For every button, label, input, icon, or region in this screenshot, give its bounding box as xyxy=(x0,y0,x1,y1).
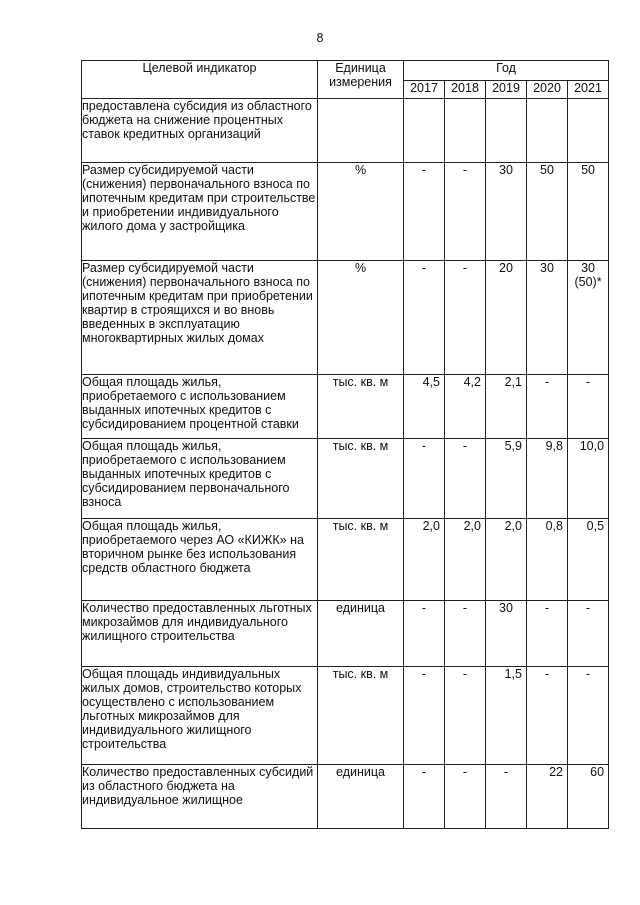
value-cell: 4,2 xyxy=(445,375,486,439)
value-cell xyxy=(445,99,486,163)
unit-cell: % xyxy=(318,261,404,375)
header-unit: Единица измерения xyxy=(318,61,404,99)
value-cell: 0,5 xyxy=(568,519,609,601)
value-cell xyxy=(568,99,609,163)
value-cell: 2,1 xyxy=(486,375,527,439)
value-cell: 1,5 xyxy=(486,667,527,765)
value-cell: - xyxy=(486,765,527,829)
unit-cell: тыс. кв. м xyxy=(318,519,404,601)
value-cell: 50 xyxy=(527,163,568,261)
value-cell: - xyxy=(445,601,486,667)
unit-cell: тыс. кв. м xyxy=(318,667,404,765)
value-cell: 9,8 xyxy=(527,439,568,519)
header-year-2018: 2018 xyxy=(445,81,486,99)
header-year-2020: 2020 xyxy=(527,81,568,99)
value-cell: - xyxy=(445,163,486,261)
value-cell: 0,8 xyxy=(527,519,568,601)
indicator-cell: Общая площадь жилья, приобретаемого с использованием выданных ипотечных кредитов с субсидированием процентной ставки xyxy=(82,375,318,439)
unit-cell: тыс. кв. м xyxy=(318,375,404,439)
table-row xyxy=(82,163,609,261)
value-cell: 22 xyxy=(527,765,568,829)
value-cell: - xyxy=(527,667,568,765)
value-cell: - xyxy=(404,261,445,375)
unit-cell: % xyxy=(318,163,404,261)
value-cell: 5,9 xyxy=(486,439,527,519)
value-cell: - xyxy=(568,667,609,765)
value-cell: - xyxy=(404,601,445,667)
unit-cell xyxy=(318,99,404,163)
header-year-2017: 2017 xyxy=(404,81,445,99)
page-number: 8 xyxy=(316,31,324,45)
unit-cell: единица xyxy=(318,601,404,667)
indicator-cell: Общая площадь жилья, приобретаемого через АО «КИЖК» на вторичном рынке без использования средств областного бюджета xyxy=(82,519,318,601)
header-year-2019: 2019 xyxy=(486,81,527,99)
value-cell: 30 xyxy=(527,261,568,375)
value-cell: - xyxy=(404,439,445,519)
value-cell: - xyxy=(445,765,486,829)
table-row xyxy=(82,375,609,439)
header-year: Год xyxy=(404,61,609,81)
indicator-cell: Общая площадь жилья, приобретаемого с использованием выданных ипотечных кредитов с субсидированием первоначального взноса xyxy=(82,439,318,519)
value-cell: - xyxy=(568,375,609,439)
table-row xyxy=(82,765,609,829)
value-cell: 30 xyxy=(486,163,527,261)
value-cell xyxy=(404,99,445,163)
value-cell: 4,5 xyxy=(404,375,445,439)
value-cell: 20 xyxy=(486,261,527,375)
indicator-cell: Общая площадь индивидуальных жилых домов, строительство которых осуществлено с использованием льготных микрозаймов для индивидуального жилищного строительства xyxy=(82,667,318,765)
value-cell: - xyxy=(527,601,568,667)
value-cell: 60 xyxy=(568,765,609,829)
value-cell: - xyxy=(404,163,445,261)
indicator-cell: предоставлена субсидия из областного бюджета на снижение процентных ставок кредитных организаций xyxy=(82,99,318,163)
value-cell: 2,0 xyxy=(486,519,527,601)
value-cell: - xyxy=(404,765,445,829)
value-cell: 2,0 xyxy=(445,519,486,601)
indicator-cell: Размер субсидируемой части (снижения) первоначального взноса по ипотечным кредитам при строительстве и приобретении индивидуального жилого дома у застройщика xyxy=(82,163,318,261)
value-cell: 30 (50)* xyxy=(568,261,609,375)
table-row xyxy=(82,439,609,519)
table-row xyxy=(82,667,609,765)
value-cell: - xyxy=(445,667,486,765)
table-row xyxy=(82,601,609,667)
value-cell xyxy=(486,99,527,163)
unit-cell: тыс. кв. м xyxy=(318,439,404,519)
value-cell: - xyxy=(568,601,609,667)
value-cell: 50 xyxy=(568,163,609,261)
indicator-cell: Количество предоставленных льготных микрозаймов для индивидуального жилищного строительства xyxy=(82,601,318,667)
value-cell: - xyxy=(445,439,486,519)
target-indicators-table xyxy=(81,60,609,829)
unit-cell: единица xyxy=(318,765,404,829)
value-cell: 2,0 xyxy=(404,519,445,601)
value-cell: 10,0 xyxy=(568,439,609,519)
value-cell: - xyxy=(404,667,445,765)
value-cell: 30 xyxy=(486,601,527,667)
indicator-cell: Размер субсидируемой части (снижения) первоначального взноса по ипотечным кредитам при приобретении квартир в строящихся и во вновь введенных в эксплуатацию многоквартирных жилых домах xyxy=(82,261,318,375)
value-cell xyxy=(527,99,568,163)
value-cell: - xyxy=(527,375,568,439)
table-row xyxy=(82,261,609,375)
header-year-2021: 2021 xyxy=(568,81,609,99)
header-indicator: Целевой индикатор xyxy=(82,61,318,99)
value-cell: - xyxy=(445,261,486,375)
table-row xyxy=(82,519,609,601)
table-row xyxy=(82,99,609,163)
indicator-cell: Количество предоставленных субсидий из областного бюджета на индивидуальное жилищное xyxy=(82,765,318,829)
